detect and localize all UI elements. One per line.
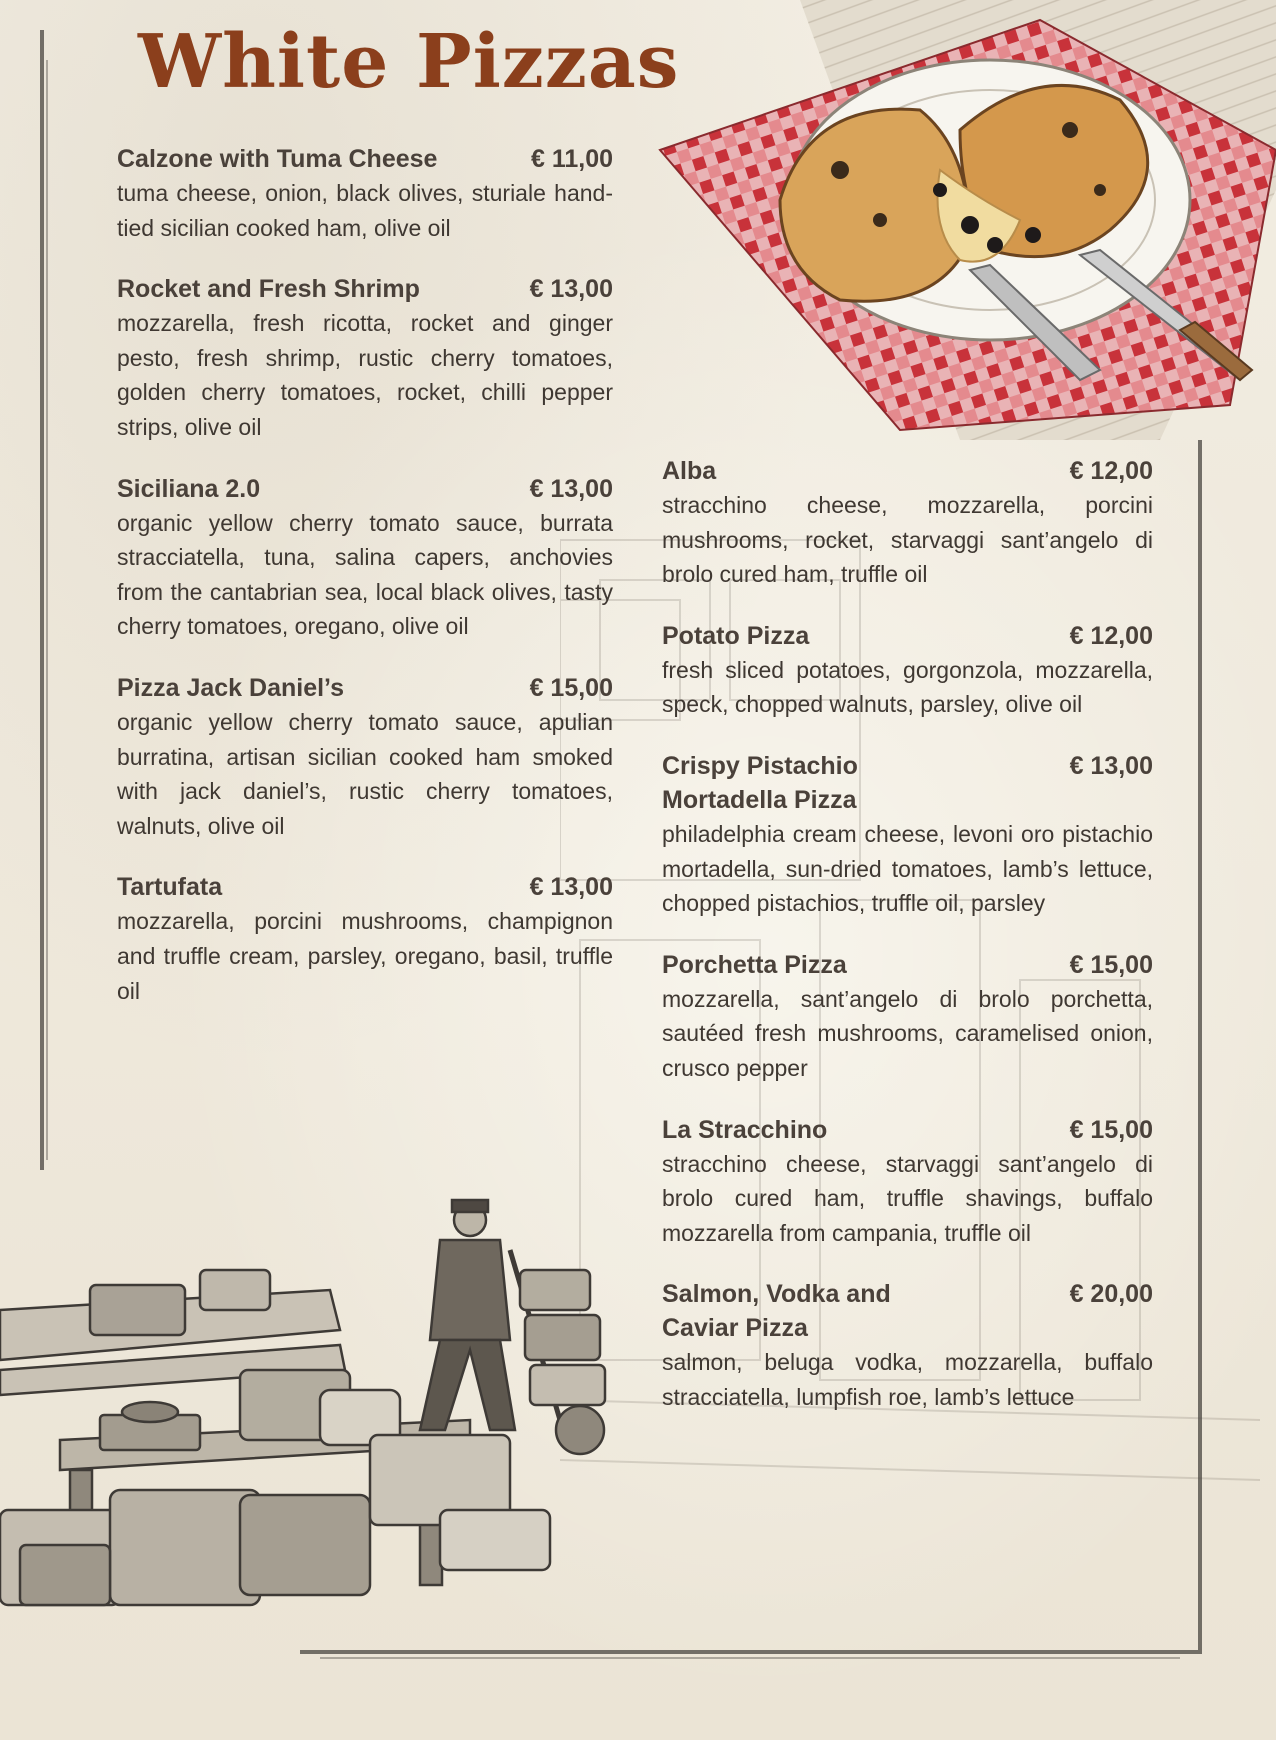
- menu-item-description: organic yellow cherry tomato sauce, burrata stracciatella, tuna, salina capers, anchovies from the cantabrian sea, local black olives, tasty cherry tomatoes, oregano, olive oil: [117, 509, 613, 640]
- menu-item-header: [117, 472, 613, 506]
- menu-item-description: stracchino cheese, mozzarella, porcini mushrooms, rocket, starvaggi sant’angelo di brolo cured ham, truffle oil: [662, 492, 1153, 588]
- menu-item-name: Porchetta Pizza: [662, 950, 847, 979]
- menu-item-description: mozzarella, sant’angelo di brolo porchetta, sautéed fresh mushrooms, caramelised onion, crusco pepper: [662, 985, 1153, 1081]
- menu-item-name: Calzone with Tuma Cheese: [117, 145, 438, 173]
- menu-item-description: salmon, beluga vodka, mozzarella, buffalo stracciatella, lumpfish roe, lamb’s lettuce: [662, 1349, 1153, 1410]
- menu-item-header: [662, 948, 1153, 982]
- menu-item: [662, 1113, 1153, 1251]
- frame-bottom-border-2: [320, 1657, 1180, 1659]
- porter-luggage-illustration: [0, 1190, 660, 1610]
- menu-item-description: philadelphia cream cheese, levoni oro pistachio mortadella, sun-dried tomatoes, lamb’s lettuce, chopped pistachios, truffle oil, parsley: [662, 820, 1153, 917]
- menu-item-price: € 15,00: [1069, 950, 1153, 979]
- menu-item-description: mozzarella, porcini mushrooms, champignon and truffle cream, parsley, oregano, basil, truffle oil: [117, 908, 613, 1004]
- menu-item: [662, 749, 1153, 921]
- menu-item-name: Salmon, Vodka and Caviar Pizza: [662, 1280, 891, 1343]
- menu-item-header: [662, 749, 1153, 817]
- menu-item-header: [117, 142, 613, 176]
- menu-item-name: Crispy Pistachio Mortadella Pizza: [662, 751, 858, 814]
- menu-item-header: [662, 1113, 1153, 1147]
- menu-item-price: € 13,00: [529, 474, 613, 503]
- menu-item-price: € 11,00: [530, 145, 613, 173]
- menu-item-description: tuma cheese, onion, black olives, sturiale hand-tied sicilian cooked ham, olive oil: [117, 180, 613, 241]
- menu-item-description: organic yellow cherry tomato sauce, apulian burratina, artisan sicilian cooked ham smoked with jack daniel’s, rustic cherry tomatoes, walnuts, olive oil: [117, 708, 613, 839]
- menu-item: [662, 454, 1153, 592]
- menu-item-header: [662, 619, 1153, 653]
- frame-left-border-2: [46, 60, 48, 1160]
- menu-item-header: [662, 454, 1153, 488]
- menu-item: [662, 948, 1153, 1086]
- menu-item: [117, 472, 613, 644]
- menu-item-header: [117, 272, 613, 306]
- frame-left-border: [40, 30, 44, 1170]
- menu-column-left: [117, 142, 613, 1035]
- page-title: White Pizzas: [138, 19, 680, 105]
- menu-item-price: € 20,00: [1069, 1280, 1153, 1309]
- menu-item-price: € 13,00: [529, 275, 613, 304]
- frame-right-border: [1198, 440, 1202, 1650]
- menu-item-name: Pizza Jack Daniel’s: [117, 673, 344, 702]
- menu-item-name: Siciliana 2.0: [117, 474, 261, 503]
- calzone-plate-illustration: [640, 0, 1276, 440]
- menu-item: [662, 619, 1153, 722]
- menu-item: [117, 272, 613, 444]
- menu-item-price: € 12,00: [1069, 457, 1153, 485]
- menu-item: [117, 870, 613, 1008]
- menu-item-price: € 15,00: [529, 673, 613, 702]
- menu-item-name: La Stracchino: [662, 1115, 828, 1144]
- menu-item-name: Alba: [662, 457, 717, 485]
- menu-item-name: Potato Pizza: [662, 621, 810, 650]
- menu-item: [662, 1277, 1153, 1414]
- menu-item: [117, 142, 613, 245]
- menu-item-description: fresh sliced potatoes, gorgonzola, mozzarella, speck, chopped walnuts, parsley, olive oil: [662, 656, 1153, 718]
- menu-item-price: € 13,00: [1069, 751, 1153, 780]
- menu-item: [117, 671, 613, 843]
- menu-item-name: Tartufata: [117, 873, 223, 902]
- menu-item-price: € 15,00: [1069, 1115, 1153, 1144]
- menu-item-description: mozzarella, fresh ricotta, rocket and ginger pesto, fresh shrimp, rustic cherry tomatoes, golden cherry tomatoes, rocket, chilli pepper strips, olive oil: [117, 310, 613, 440]
- menu-item-header: [662, 1277, 1153, 1345]
- menu-column-right: [662, 454, 1153, 1442]
- menu-item-price: € 12,00: [1069, 621, 1153, 650]
- menu-item-description: stracchino cheese, starvaggi sant’angelo di brolo cured ham, truffle shavings, buffalo mozzarella from campania, truffle oil: [662, 1150, 1153, 1246]
- menu-item-price: € 13,00: [529, 873, 613, 902]
- frame-bottom-border: [300, 1650, 1202, 1654]
- menu-item-header: [117, 671, 613, 705]
- menu-item-header: [117, 870, 613, 904]
- menu-item-name: Rocket and Fresh Shrimp: [117, 275, 420, 304]
